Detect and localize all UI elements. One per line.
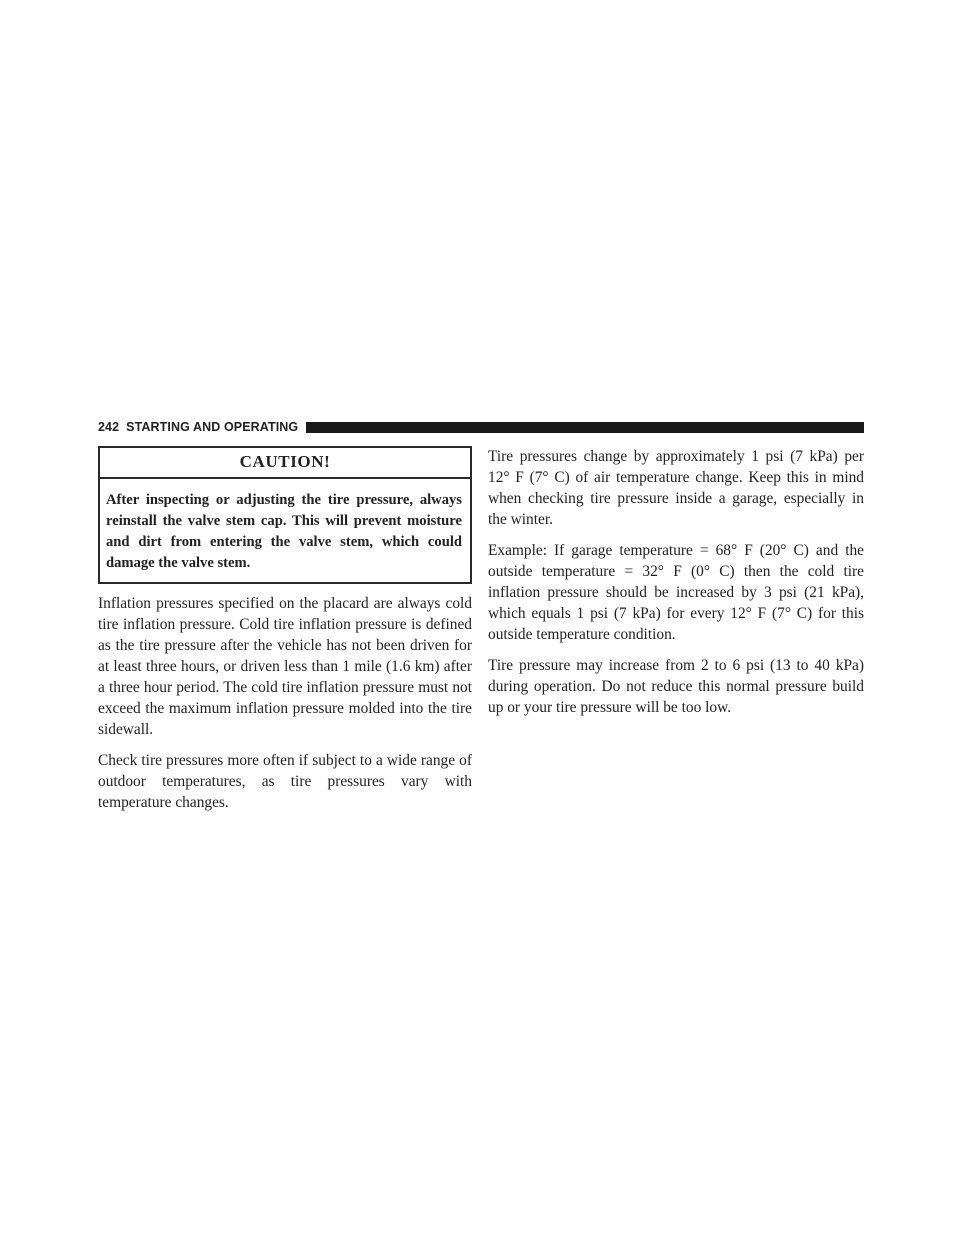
page-header [98,419,864,435]
left-column [98,446,472,823]
paragraph-inflation-pressures: Inflation pressures specified on the placard are always cold tire inflation pressure. Cold tire inflation pressure is defined as the tire pressure after the vehicle has not been driven for at least three hours, or driven less than 1 mile (1.6 km) after a three hour period. The cold tire inflation pressure must not exceed the maximum inflation pressure molded into the tire sidewall. [98,595,472,738]
caution-box [98,446,472,584]
paragraph-example: Example: If garage temperature = 68° F (20° C) and the outside temperature = 32° F (0° C) then the cold tire inflation pressure should be increased by 3 psi (21 kPa), which equals 1 psi (7 kPa) for every 12° F (7° C) for this outside temperature condition. [488,542,864,643]
section-title: STARTING AND OPERATING [126,420,299,434]
header-rule [306,422,864,433]
paragraph-check-pressures: Check tire pressures more often if subject to a wide range of outdoor temperatures, as tire pressures vary with temperature changes. [98,752,472,811]
right-column [488,446,864,728]
paragraph-pressure-change: Tire pressures change by approximately 1 psi (7 kPa) per 12° F (7° C) of air temperature change. Keep this in mind when checking tire pressure inside a garage, especially in the winter. [488,448,864,528]
page-number: 242 [98,420,120,434]
caution-text: After inspecting or adjusting the tire pressure, always reinstall the valve stem cap. This will prevent moisture and dirt from entering the valve stem, which could damage the valve stem. [106,492,462,571]
caution-title: CAUTION! [100,448,470,479]
paragraph-pressure-increase: Tire pressure may increase from 2 to 6 psi (13 to 40 kPa) during operation. Do not reduce this normal pressure build up or your tire pressure will be too low. [488,657,864,716]
